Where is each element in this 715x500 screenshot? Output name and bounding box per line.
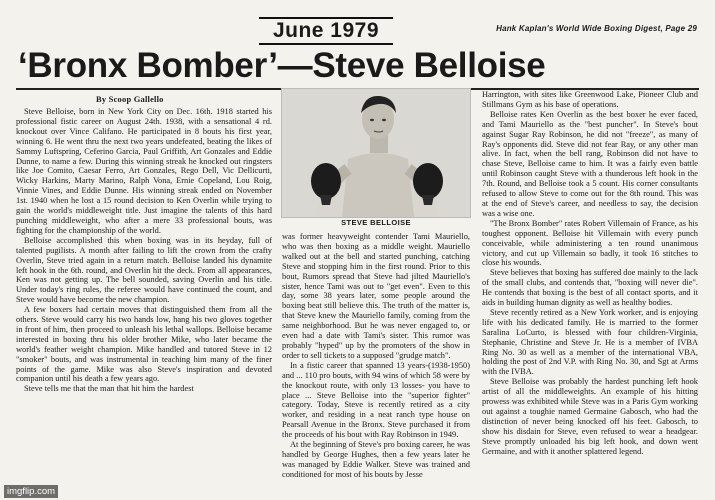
paragraph: Steve Belloise was probably the hardest punching left hook artist of all the middleweights. An example of his hitting prowess was exhibited while Steve was in a Paris Gym working out against a toughie named Germaine Gabosch, who had the distinction of never being knocked off his feet. Gabosch, to show his disdain for Steve, even refused to wear a headgear. Steve promptly unloaded his big left hook, and down went Germaine, and with it another splattered legend. [482,377,698,456]
paragraph: Belloise accomplished this when boxing was in its heyday, full of talented pugilists. A month after failing to lift the crown from the crafty Overlin, Steve tried again in a return match. Belloise landed his dynamite left hook in the 6th. round, and Overlin hit the deck. From all appearances, Ken was not getting up. The bell sounded, saving Overlin and his title. Under today's ring rules, the referee would have continued the count, and Steve would have become the new champion. [16,235,272,305]
photo-caption: STEVE BELLOISE [341,218,411,227]
paragraph: Belloise rates Ken Overlin as the best boxer he ever faced, and Tami Mauriello as the "best puncher". In Steve's bout against Sugar Ray Robinson, he did not "freeze", as many of Ray's opponents did. Steve did not fear Ray, or any other man alive. In fact, when the bell rang, Robinson did not have to chase Steve, Belloise came to him. It was a fairly even battle until Robinson caught Steve with a thunderous left hook in the 7th. Round, and Belloise took a 5 count. His corner consultants refused to allow Steve to come out for the 8th round. This was at the end of Steve's career, and needless to say, the decision was a wise one. [482,109,698,218]
byline: By Scoop Gallello [96,94,164,104]
article-column-3 [482,90,698,485]
paragraph: In a fistic career that spanned 13 years-(1938-1950) and ... 110 pro bouts, with 94 wins of which 58 were by the knockout route, with only 13 losses- you have to place ... Steve Belloise into the "superior fighter" category. Today, Steve is recently retired as a city worker, and residing in a neat ranch type house on Pearsall Avenue in the Bronx. Steve purchased it from the proceeds of his bout with Ray Robinson in 1949. [282,360,470,440]
boxer-photo [281,88,471,218]
paragraph: At the beginning of Steve's pro boxing career, he was handled by George Hughes, then a few years later he was managed by Eddie Walker. Steve was trained and conditioned for most of his bouts by Jesse [282,440,470,479]
paragraph: Steve tells me that the man that hit him the hardest [24,384,194,394]
issue-date: June 1979 [259,17,393,45]
paragraph: Steve Belloise, born in New York City on Dec. 16th. 1918 started his professional fistic career on August 24th. 1938, with a sensational 4 rd. knockout over Vince Califano. He participated in 8 bouts his first year, winning 6. He went thru the next two years undefeated, beating the likes of Sammy Luftspring, Ceferino Garcia, Paul Griffith, Art Gonzales and Eddie Dunne, to name a few. During this winning streak he knocked out ringsters like Joe Comito, Caesar Ferro, Art Gonzales, Rego Dell, Vic Dellicurti, Wicky Harkins, Marty Marino, Ralph Vona, Ernie Copeland, Lou Roig, Vinnie Vines, and Eddie Dunne. His winning streak ended on November 1st. 1940 when he lost a 15 round decision to Ken Overlin while trying to gain the world's middleweight title. Just imagine the talents of this hard punching middleweight, who after a mere 33 professional bouts, was fighting for the championship of the world. [16,107,272,235]
paragraph: Steve recently retired as a New York worker, and is enjoying life with his dedicated family. He is married to the former Saralina LoCurto, is blessed with four children-Virginia, Stephanie, Christine and Steve Jr. He is a member of IVBA Ring No. 30 as well as a member of the international VBA, holding the post of 2nd V.P. with Ring No. 30, and Sgt at Arms with the IVBA. [482,307,698,377]
paragraph: was former heavyweight contender Tami Mauriello, who was then boxing as a middle weight. Mauriello walked out at the bell and started punching, catching Steve and stopping him in the first round. Prior to this bout, Rumors spread that Steve had jilted Mauriello's sister, hence Tami was out to "get even". Even to this day, some 38 years later, some people around the boxing beat still believe this. The truth of the matter is, that Steve knew the Mauriello family, coming from the same neighborhood. But he was never engaged to, or even had a date with Tami's sister. This rumor was probably "hyped" up by the promoters of the show in order to sell tickets to a supposed "grudge match". [282,232,470,360]
article-column-2 [282,232,470,494]
paragraph: Harrington, with sites like Greenwood Lake, Pioneer Club and Stillmans Gym as his base of operations. [482,90,698,109]
article-headline: ‘Bronx Bomber’—Steve Belloise [18,46,546,85]
publication-source: Hank Kaplan's World Wide Boxing Digest, Page 29 [496,24,697,33]
imgflip-watermark: imgflip.com [4,485,58,498]
boxer-photo-illustration [282,89,470,217]
paragraph: "The Bronx Bomber" rates Robert Villemain of France, as his toughest opponent. Belloise hit Villemain with every punch conceivable, while administering a ten round unanimous victory, and cut up Villemain so badly, it took 16 stitches to close his wounds. [482,218,698,268]
paragraph: A few boxers had certain moves that distinguished them from all the others. Steve would carry his two hands low, hang his two gloves together in front of him, then proceed to unleash his lethal wallops. Belloise became interested in boxing thru his older brother Mike, who later became the world's feather weight champion. Mike handled and tutored Steve in 12 "smoker" bouts, and was instrumental in teaching him many of the finer points of the game. Mike was also Steve's inspiration and devoted companion until his death a few years ago. [16,305,272,384]
article-column-1 [16,107,272,487]
paragraph: Steve believes that boxing has suffered doe mainly to the lack of the small clubs, and contends that, "boxing will never die". He contends that boxing is the best of all contact sports, and it aids in building human dignity as well as healthy bodies. [482,268,698,308]
